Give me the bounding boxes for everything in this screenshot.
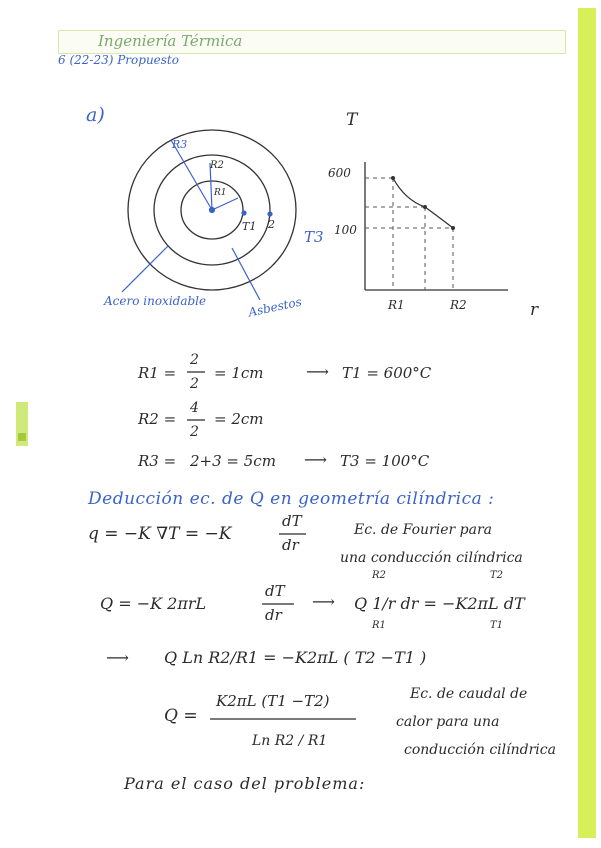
- t1-label: T1: [242, 220, 257, 233]
- integral-lower-1: R1: [372, 620, 386, 631]
- integral-equation: Q 1/r dr = −K2πL dT: [354, 594, 525, 613]
- inner-material-pointer: [122, 246, 168, 292]
- given-r1-num: 2: [190, 352, 199, 368]
- x-tick-r2: R2: [450, 298, 467, 312]
- integral-upper-2: T2: [490, 570, 504, 581]
- y-tick-600: 600: [328, 166, 351, 180]
- outer-material-label: Asbestos: [247, 294, 303, 320]
- given-r1-den: 2: [190, 376, 199, 392]
- final-note-1: Ec. de caudal de: [410, 686, 528, 702]
- final-eq-lhs: Q =: [164, 706, 198, 726]
- given-r1-rhs: = 1cm: [214, 364, 264, 382]
- given-r3-lhs: R3 =: [138, 452, 177, 470]
- q-eq-lhs: Q = −K 2πrL: [100, 594, 207, 613]
- final-note-3: conducción cilíndrica: [404, 742, 556, 758]
- q-eq-num: dT: [265, 582, 285, 600]
- given-r2-den: 2: [190, 424, 199, 440]
- page-subtitle: 6 (22-23) Propuesto: [58, 53, 179, 67]
- outer-material-pointer: [232, 248, 260, 300]
- x-tick-r1: R1: [388, 298, 405, 312]
- given-r1-lhs: R1 =: [138, 364, 177, 382]
- fourier-lhs: q = −K ∇T = −K: [88, 524, 232, 544]
- final-eq-num: K2πL (T1 −T2): [216, 692, 330, 710]
- ln-eq-arrow: ⟶: [106, 648, 129, 667]
- temperature-curve: [393, 178, 453, 228]
- fourier-note-1: Ec. de Fourier para: [354, 522, 492, 538]
- given-r2-rhs: = 2cm: [214, 410, 264, 428]
- fourier-den: dr: [282, 536, 299, 554]
- t3-label: T3: [304, 228, 324, 246]
- r1-arrow: [212, 198, 238, 210]
- r2-label: R2: [210, 160, 224, 171]
- problem-case-text: Para el caso del problema:: [124, 774, 366, 793]
- ln-equation: Q Ln R2/R1 = −K2πL ( T2 −T1 ): [164, 648, 427, 667]
- given-r2-lhs: R2 =: [138, 410, 177, 428]
- page-title: Ingeniería Térmica: [98, 32, 243, 50]
- fourier-num: dT: [282, 512, 302, 530]
- final-eq-den: Ln R2 / R1: [252, 733, 328, 749]
- q-eq-arrow: ⟶: [312, 592, 335, 611]
- integral-upper-1: R2: [372, 570, 386, 581]
- graph-x-axis-label: r: [530, 300, 539, 320]
- given-r1-result: T1 = 600°C: [342, 364, 432, 382]
- final-note-2: calor para una: [396, 714, 500, 730]
- given-r3-arrow: ⟶: [304, 450, 327, 469]
- fourier-note-2: una conducción cilíndrica: [340, 550, 523, 566]
- integral-lower-2: T1: [490, 620, 504, 631]
- q-eq-den: dr: [265, 606, 282, 624]
- given-r2-num: 4: [190, 400, 199, 416]
- given-r3-rhs: 2+3 = 5cm: [190, 452, 276, 470]
- part-label: a): [86, 104, 105, 126]
- given-r3-result: T3 = 100°C: [340, 452, 430, 470]
- t2-label: 2: [268, 218, 275, 231]
- r1-label: R1: [214, 188, 227, 198]
- graph-y-axis-label: T: [346, 110, 358, 130]
- inner-material-label: Acero inoxidable: [104, 294, 207, 308]
- deduction-title: Deducción ec. de Q en geometría cilíndrica :: [88, 489, 495, 509]
- r3-label: R3: [172, 138, 188, 151]
- y-tick-100: 100: [334, 223, 357, 237]
- given-r1-arrow: ⟶: [306, 362, 329, 381]
